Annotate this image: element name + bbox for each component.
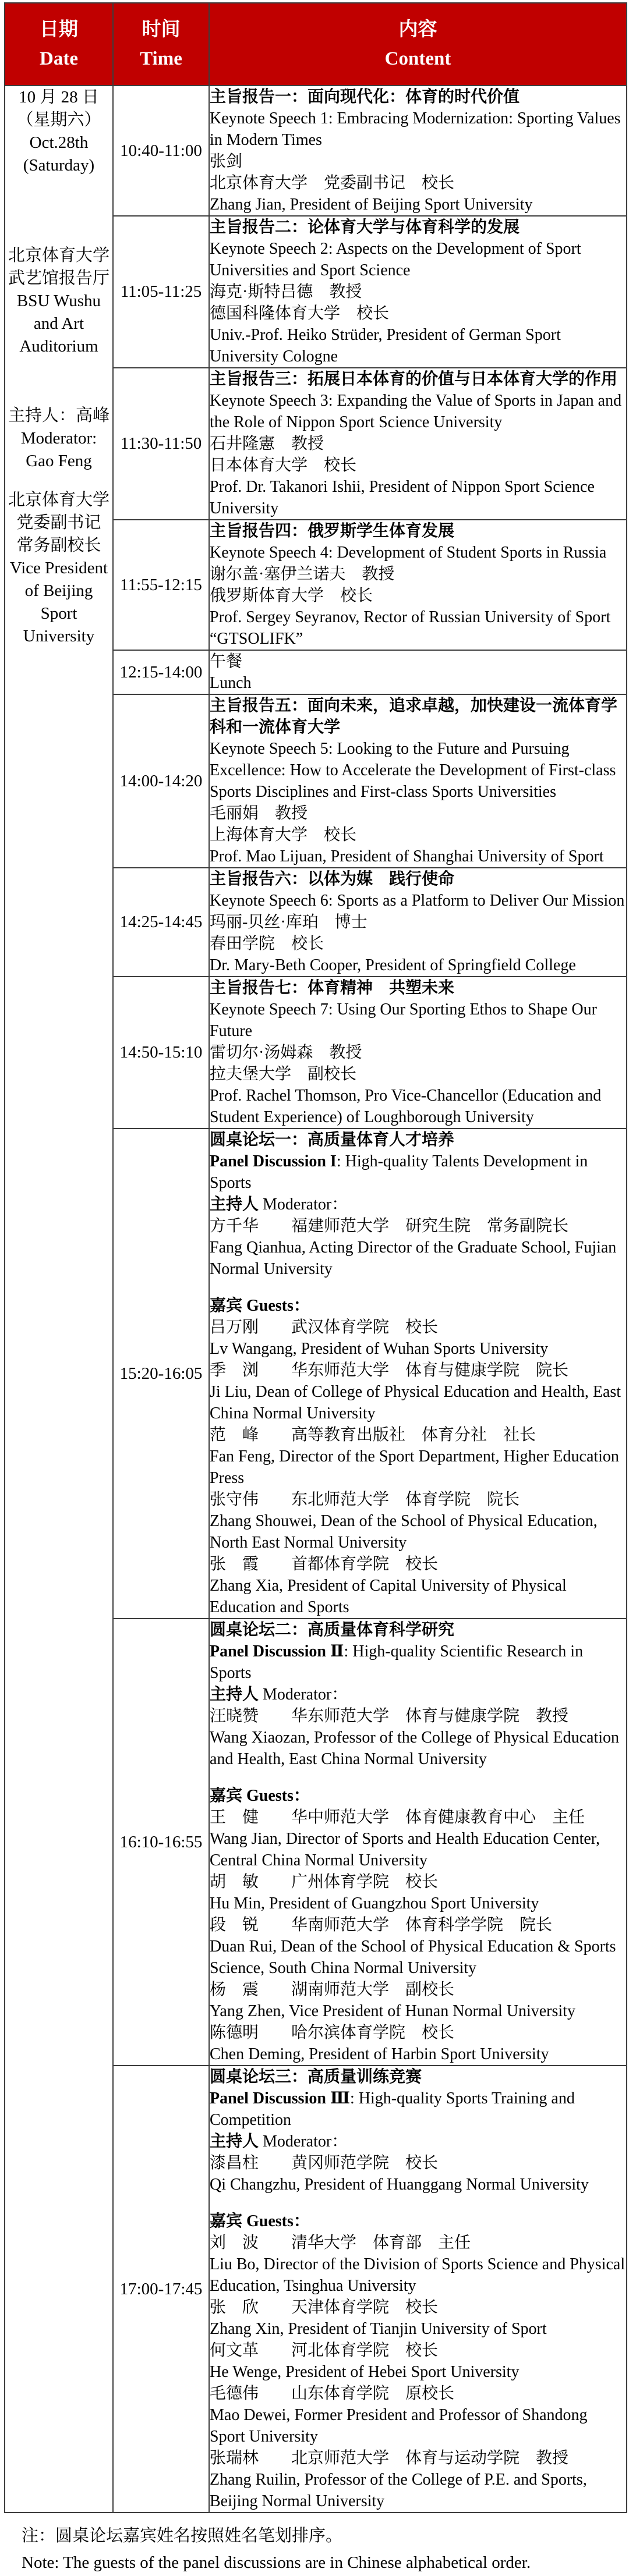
- content-line: He Wenge, President of Hebei Sport University: [210, 2363, 520, 2381]
- content-line: [210, 868, 626, 890]
- content-line: 石井隆憲 教授: [210, 435, 324, 453]
- content-line: Prof. Dr. Takanori Ishii, President of Nippon Sport Science University: [210, 478, 595, 517]
- schedule-row: [5, 86, 627, 216]
- content-line: [210, 2066, 626, 2088]
- content-line: Keynote Speech 5: Looking to the Future and Pursuing Excellence: How to Accelerate the Development of First-class Sports Disciplines and First-class Sports Universities: [210, 740, 616, 801]
- date-line: (Saturday): [23, 156, 95, 175]
- date-line: Gao Feng: [26, 452, 92, 470]
- content-line: 刘 波 清华大学 体育部 主任: [210, 2234, 471, 2252]
- content-line: Univ.-Prof. Heiko Strüder, President of German Sport University Cologne: [210, 326, 561, 366]
- header-row: [5, 3, 627, 86]
- content-line-bold: 主旨报告五：面向未来，追求卓越，加快建设一流体育学科和一流体育大学: [210, 697, 618, 736]
- content-line: Chen Deming, President of Harbin Sport University: [210, 2045, 549, 2063]
- date-block: [8, 244, 110, 358]
- content-cell: [209, 868, 627, 977]
- content-line: Wang Jian, Director of Sports and Health Education Center, Central China Normal University: [210, 1830, 600, 1869]
- header-content-en: Content: [384, 48, 451, 69]
- content-line: 胡 敏 广州体育学院 校长: [210, 1873, 439, 1891]
- header-content-zh: 内容: [398, 19, 437, 40]
- content-line: Keynote Speech 7: Using Our Sporting Ethos to Shape Our Future: [210, 1000, 597, 1040]
- content-line: 范 峰 高等教育出版社 体育分社 社长: [210, 1426, 536, 1444]
- content-line: 雷切尔·汤姆森 教授: [210, 1044, 362, 1062]
- content-line-bold: 主旨报告二：论体育大学与体育科学的发展: [210, 218, 520, 236]
- date-line: 党委副书记: [16, 513, 101, 532]
- content-line: [210, 520, 626, 542]
- content-cell: [209, 694, 627, 868]
- content-line: 方千华 福建师范大学 研究生院 常务副院长: [210, 1217, 569, 1235]
- content-line: [210, 1619, 626, 1641]
- content-line: Zhang Shouwei, Dean of the School of Physical Education, North East Normal University: [210, 1512, 598, 1552]
- date-line: 武艺馆报告厅: [8, 269, 109, 288]
- content-line: [210, 2210, 626, 2232]
- content-line-bold: Panel Discussion Ⅲ: [210, 2089, 351, 2107]
- date-line: 北京体育大学: [8, 246, 109, 265]
- content-line: [210, 695, 626, 738]
- date-line: Auditorium: [19, 337, 98, 356]
- content-cell: [209, 650, 627, 694]
- content-line: Keynote Speech 4: Development of Student Sports in Russia: [210, 544, 607, 562]
- content-line-bold: 主持人: [210, 1195, 259, 1214]
- content-line: [210, 368, 626, 390]
- content-line: 吕万刚 武汉体育学院 校长: [210, 1318, 439, 1336]
- content-line: 谢尔盖·塞伊兰诺夫 教授: [210, 565, 395, 583]
- date-line: Vice President: [9, 559, 108, 577]
- time-cell: 14:00-14:20: [113, 694, 209, 868]
- content-line-bold: 主旨报告六：以体为媒 践行使命: [210, 870, 455, 888]
- content-line: 拉夫堡大学 副校长: [210, 1065, 357, 1083]
- date-block: [8, 86, 110, 177]
- content-line: Keynote Speech 1: Embracing Modernization: Sporting Values in Modern Times: [210, 109, 621, 149]
- content-line: 玛丽-贝丝·库珀 博士: [210, 913, 367, 931]
- content-line: Keynote Speech 6: Sports as a Platform to Deliver Our Mission: [210, 892, 625, 910]
- content-line: Panel Discussion Ⅱ: High-quality Scientific Research in Sports: [210, 1642, 584, 1682]
- date-line: 常务副校长: [16, 536, 101, 555]
- date-line: University: [23, 627, 95, 645]
- date-line: 主持人：高峰: [8, 406, 109, 425]
- header-content: [209, 3, 627, 86]
- content-line: Lunch: [210, 674, 252, 692]
- time-cell: 12:15-14:00: [113, 650, 209, 694]
- content-line: Qi Changzhu, President of Huanggang Normal University: [210, 2176, 589, 2194]
- content-line: Duan Rui, Dean of the School of Physical Education & Sports Science, South China Normal University: [210, 1938, 616, 1977]
- content-line: Keynote Speech 2: Aspects on the Development of Sport Universities and Sport Science: [210, 240, 581, 279]
- content-line: 主持人 Moderator：: [210, 1686, 348, 1704]
- content-cell: [209, 977, 627, 1129]
- date-line: Moderator:: [20, 429, 97, 448]
- header-date: [5, 3, 113, 86]
- content-line: 汪晓赞 华东师范大学 体育与健康学院 教授: [210, 1707, 569, 1725]
- content-line-bold: 主持人: [210, 2133, 259, 2151]
- content-line: 王 健 华中师范大学 体育健康教育中心 主任: [210, 1808, 585, 1826]
- content-line-bold: 主旨报告一：面向现代化：体育的时代价值: [210, 88, 520, 106]
- date-line: of Beijing Sport: [24, 581, 93, 623]
- content-cell: [209, 520, 627, 650]
- content-line: Dr. Mary-Beth Cooper, President of Springfield College: [210, 956, 576, 974]
- time-cell: 14:50-15:10: [113, 977, 209, 1129]
- content-line-bold: 圆桌论坛三：高质量训练竞赛: [210, 2068, 422, 2086]
- time-cell: 15:20-16:05: [113, 1129, 209, 1619]
- schedule-table: [4, 2, 627, 2513]
- content-line: 陈德明 哈尔滨体育学院 校长: [210, 2024, 455, 2042]
- footnote: [22, 2522, 626, 2576]
- schedule-body: [5, 86, 627, 2513]
- time-cell: 16:10-16:55: [113, 1619, 209, 2066]
- content-line: 德国科隆体育大学 校长: [210, 304, 390, 322]
- content-line: Panel Discussion I: High-quality Talents Development in Sports: [210, 1152, 588, 1192]
- content-line-bold: Panel Discussion I: [210, 1152, 337, 1170]
- content-cell: [209, 1129, 627, 1619]
- content-line: Prof. Mao Lijuan, President of Shanghai University of Sport: [210, 847, 604, 865]
- content-line: 毛德伟 山东体育学院 原校长: [210, 2385, 455, 2403]
- content-line: 春田学院 校长: [210, 935, 324, 953]
- content-line: 主持人 Moderator：: [210, 2133, 348, 2151]
- content-line: 漆昌柱 黄冈师范学院 校长: [210, 2154, 439, 2172]
- content-line: 毛丽娟 教授: [210, 804, 308, 822]
- content-line: 张剑: [210, 152, 243, 171]
- content-cell: [209, 86, 627, 216]
- content-line: 张瑞林 北京师范大学 体育与运动学院 教授: [210, 2449, 569, 2467]
- time-cell: 11:55-12:15: [113, 520, 209, 650]
- content-line: Zhang Xia, President of Capital University of Physical Education and Sports: [210, 1577, 567, 1616]
- content-line: [210, 1129, 626, 1151]
- date-line: Oct.28th: [29, 133, 89, 152]
- content-line: Liu Bo, Director of the Division of Sports Science and Physical Education, Tsinghua University: [210, 2255, 626, 2295]
- content-line: 段 锐 华南师范大学 体育科学学院 院长: [210, 1916, 553, 1934]
- content-line: Lv Wangang, President of Wuhan Sports University: [210, 1340, 549, 1358]
- time-cell: 14:25-14:45: [113, 868, 209, 977]
- date-line: （星期六）: [16, 111, 101, 129]
- content-line: Fan Feng, Director of the Sport Department, Higher Education Press: [210, 1447, 619, 1487]
- content-line-bold: 主旨报告四：俄罗斯学生体育发展: [210, 522, 455, 540]
- content-line: Zhang Ruilin, Professor of the College of P.E. and Sports, Beijing Normal University: [210, 2471, 587, 2510]
- header-time-en: Time: [140, 48, 182, 69]
- content-cell: [209, 2066, 627, 2513]
- date-line: BSU Wushu: [16, 292, 101, 310]
- content-line: 杨 震 湖南师范大学 副校长: [210, 1981, 455, 1999]
- content-line: [210, 1280, 626, 1295]
- date-line: and Art: [33, 314, 84, 333]
- content-line-bold: Panel Discussion Ⅱ: [210, 1642, 344, 1660]
- content-line: Fang Qianhua, Acting Director of the Graduate School, Fujian Normal University: [210, 1239, 617, 1278]
- content-line-bold: 主持人: [210, 1686, 259, 1704]
- content-cell: [209, 216, 627, 368]
- content-line: [210, 1295, 626, 1317]
- content-line: Panel Discussion Ⅲ: High-quality Sports Training and Competition: [210, 2089, 575, 2129]
- header-date-en: Date: [40, 48, 78, 69]
- content-line: [210, 217, 626, 238]
- content-line-bold: 嘉宾 Guests：: [210, 1787, 310, 1805]
- content-line: 季 浏 华东师范大学 体育与健康学院 院长: [210, 1361, 569, 1379]
- content-line: Zhang Xin, President of Tianjin University of Sport: [210, 2320, 547, 2338]
- content-line: 俄罗斯体育大学 校长: [210, 587, 373, 605]
- content-line: 上海体育大学 校长: [210, 826, 357, 844]
- date-line: 10 月 28 日: [19, 88, 99, 107]
- content-cell: [209, 368, 627, 520]
- content-line: Yang Zhen, Vice President of Hunan Normal University: [210, 2002, 575, 2020]
- footnote-zh: 注：圆桌论坛嘉宾姓名按照姓名笔划排序。: [22, 2527, 343, 2545]
- content-line: [210, 977, 626, 999]
- content-line: 主持人 Moderator：: [210, 1195, 348, 1214]
- content-line: Mao Dewei, Former President and Professor of Shandong Sport University: [210, 2406, 588, 2446]
- content-line: 张守伟 东北师范大学 体育学院 院长: [210, 1491, 520, 1509]
- content-line: Ji Liu, Dean of College of Physical Education and Health, East China Normal University: [210, 1383, 621, 1422]
- content-line-bold: 主旨报告七：体育精神 共塑未来: [210, 979, 455, 997]
- header-time-zh: 时间: [142, 19, 181, 40]
- time-cell: 11:05-11:25: [113, 216, 209, 368]
- time-cell: 17:00-17:45: [113, 2066, 209, 2513]
- content-line: 张 霞 首都体育学院 校长: [210, 1555, 439, 1573]
- content-line: Prof. Rachel Thomson, Pro Vice-Chancellor (Education and Student Experience) of Loughborough University: [210, 1087, 602, 1126]
- content-line: Wang Xiaozan, Professor of the College of Physical Education and Health, East China Normal University: [210, 1729, 620, 1768]
- content-cell: [209, 1619, 627, 2066]
- date-cell: [5, 86, 113, 2513]
- content-line: [210, 86, 626, 108]
- content-line-bold: 圆桌论坛一：高质量体育人才培养: [210, 1131, 455, 1149]
- content-line: 张 欣 天津体育学院 校长: [210, 2298, 439, 2316]
- content-line: 海克·斯特吕德 教授: [210, 283, 362, 301]
- content-line: 北京体育大学 党委副书记 校长: [210, 174, 455, 192]
- content-line: [210, 1785, 626, 1807]
- table-header: [5, 3, 627, 86]
- date-block: [8, 405, 110, 473]
- content-line: 何文革 河北体育学院 校长: [210, 2341, 439, 2359]
- content-line-bold: 主旨报告三：拓展日本体育的价值与日本体育大学的作用: [210, 370, 618, 388]
- content-line: Zhang Jian, President of Beijing Sport University: [210, 196, 533, 214]
- content-line: 日本体育大学 校长: [210, 456, 357, 474]
- content-line-bold: 圆桌论坛二：高质量体育科学研究: [210, 1621, 455, 1639]
- time-cell: 10:40-11:00: [113, 86, 209, 216]
- time-cell: 11:30-11:50: [113, 368, 209, 520]
- content-line: Hu Min, President of Guangzhou Sport University: [210, 1894, 539, 1913]
- header-date-zh: 日期: [40, 19, 78, 40]
- content-line: Prof. Sergey Seyranov, Rector of Russian University of Sport “GTSOLIFK”: [210, 608, 611, 648]
- content-line: 午餐: [210, 652, 243, 670]
- content-line: [210, 2195, 626, 2210]
- date-block: [8, 489, 110, 648]
- content-line: Keynote Speech 3: Expanding the Value of Sports in Japan and the Role of Nippon Sport Science University: [210, 392, 622, 431]
- date-line: 北京体育大学: [8, 491, 109, 509]
- content-line-bold: 嘉宾 Guests：: [210, 2212, 310, 2230]
- content-line-bold: 嘉宾 Guests：: [210, 1297, 310, 1315]
- header-time: [113, 3, 209, 86]
- content-line: [210, 1770, 626, 1785]
- footnote-en: Note: The guests of the panel discussions are in Chinese alphabetical order.: [22, 2553, 531, 2572]
